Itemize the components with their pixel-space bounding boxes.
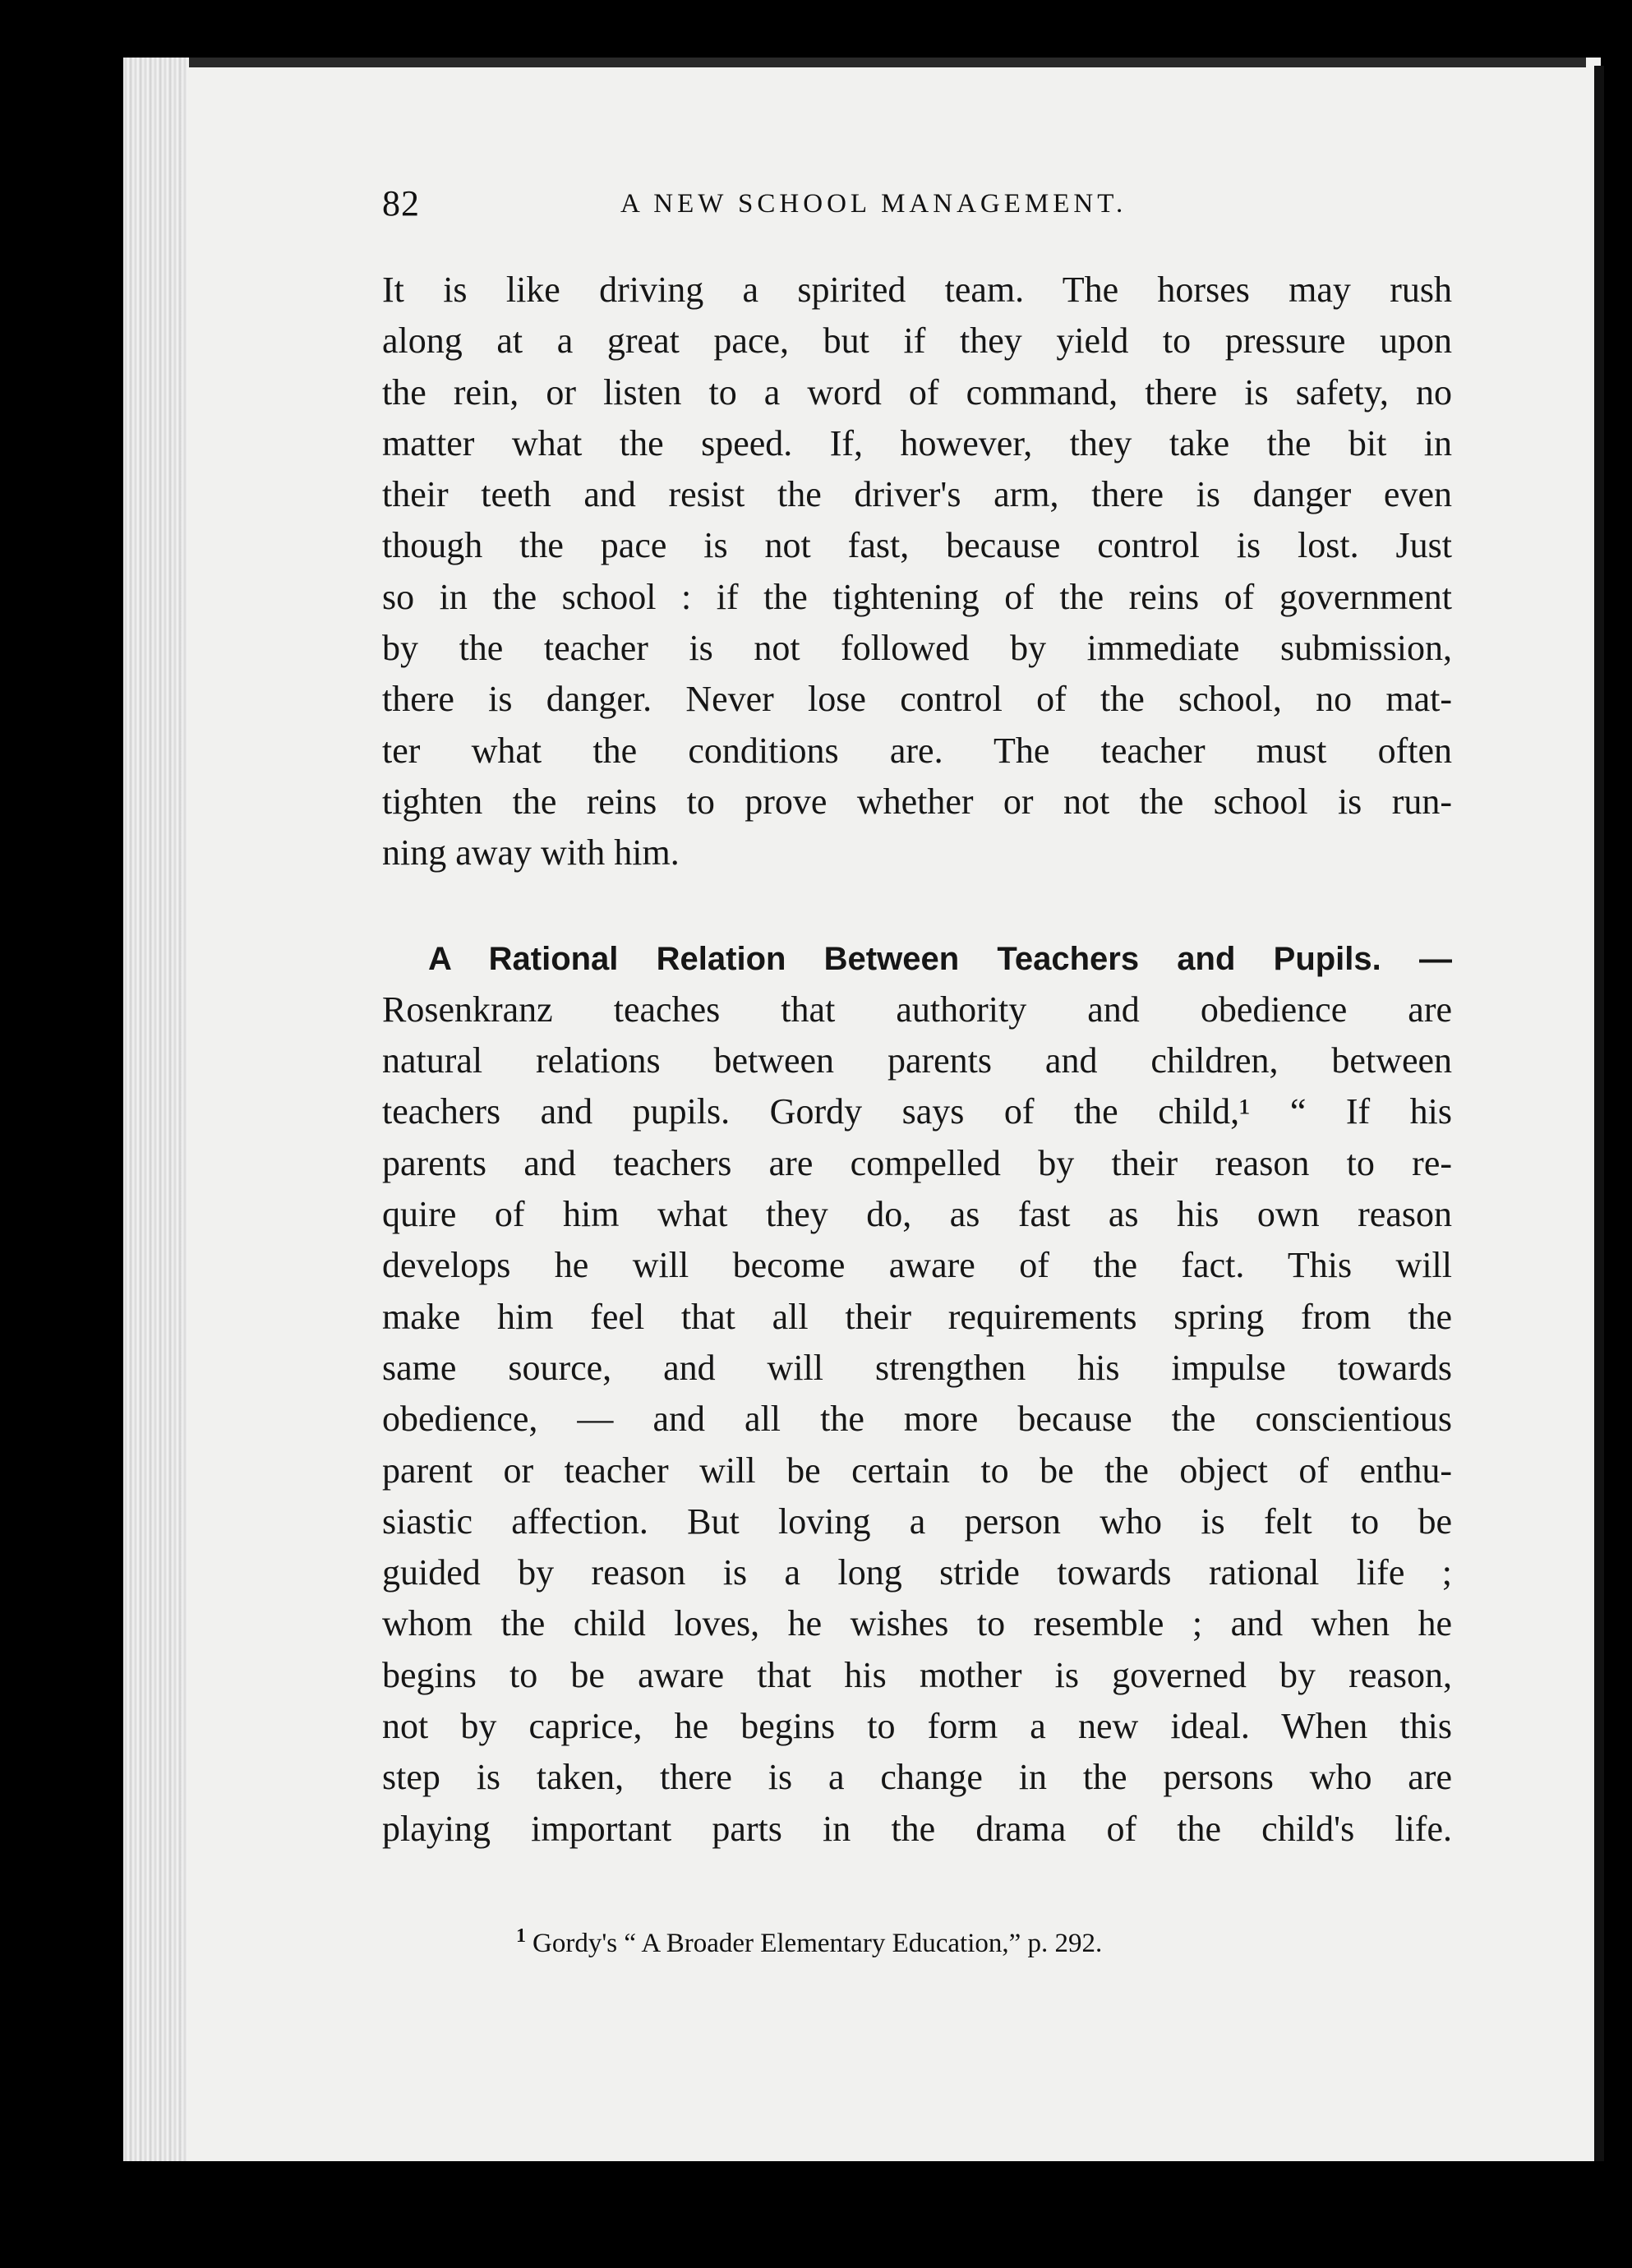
text-line: step is taken, there is a change in the persons who are [382,1757,1452,1798]
section-heading: A Rational Relation Between Teachers and Pupils. — [428,940,1452,977]
text-line: quire of him what they do, as fast as his own reason [382,1194,1452,1235]
footnote [516,1925,1321,1959]
text-line: ning away with him. [382,832,680,874]
text-line: tighten the reins to prove whether or not the school is run- [382,781,1452,822]
text-line: siastic affection. But loving a person who is felt to be [382,1500,1452,1542]
running-head [382,182,1233,232]
text-line: make him feel that all their requirements spring from the [382,1296,1452,1337]
text-line: parents and teachers are compelled by their reason to re- [382,1142,1452,1183]
text-line: Rosenkranz teaches that authority and obedience are [382,989,1452,1030]
text-line: obedience, — and all the more because the conscientious [382,1399,1452,1440]
paragraph-gap [382,879,1452,933]
text-line: playing important parts in the drama of the child's life. [382,1808,1452,1849]
text-line: though the pace is not fast, because control is lost. Just [382,525,1452,566]
page-number: 82 [382,183,420,224]
text-line: matter what the speed. If, however, they take the bit in [382,422,1452,463]
text-line: the rein, or listen to a word of command, there is safety, no [382,371,1452,413]
text-line: so in the school : if the tightening of the reins of government [382,576,1452,617]
page-right-edge [1594,66,1604,2161]
text-line: natural relations between parents and children, between [382,1040,1452,1081]
text-line: guided by reason is a long stride towards rational life ; [382,1552,1452,1593]
text-line: teachers and pupils. Gordy says of the child,¹ “ If his [382,1091,1452,1132]
text-line: parent or teacher will be certain to be the object of enthu- [382,1450,1452,1491]
text-line: same source, and will strengthen his impulse towards [382,1347,1452,1388]
text-line: their teeth and resist the driver's arm, there is danger even [382,474,1452,515]
text-line: whom the child loves, he wishes to resemble ; and when he [382,1603,1452,1644]
page-top-edge [189,58,1586,67]
text-line: ter what the conditions are. The teacher must often [382,730,1452,771]
footnote-mark: 1 [516,1925,526,1947]
text-line: not by caprice, he begins to form a new ideal. When this [382,1706,1452,1747]
text-line: begins to be aware that his mother is governed by reason, [382,1654,1452,1695]
paragraph-2 [382,933,1452,1855]
text-line: by the teacher is not followed by immediate submission, [382,628,1452,669]
book-binding-edge [123,58,197,2161]
paragraph-1 [382,265,1452,879]
text-line: there is danger. Never lose control of the school, no mat- [382,679,1452,720]
body-text [382,265,1452,1855]
text-line: It is like driving a spirited team. The horses may rush [382,270,1452,310]
footnote-text: Gordy's “ A Broader Elementary Education,” p. 292. [532,1929,1103,1958]
text-line: along at a great pace, but if they yield to pressure upon [382,320,1452,362]
running-title: A NEW SCHOOL MANAGEMENT. [620,189,1127,219]
text-line: develops he will become aware of the fact. This will [382,1245,1452,1286]
